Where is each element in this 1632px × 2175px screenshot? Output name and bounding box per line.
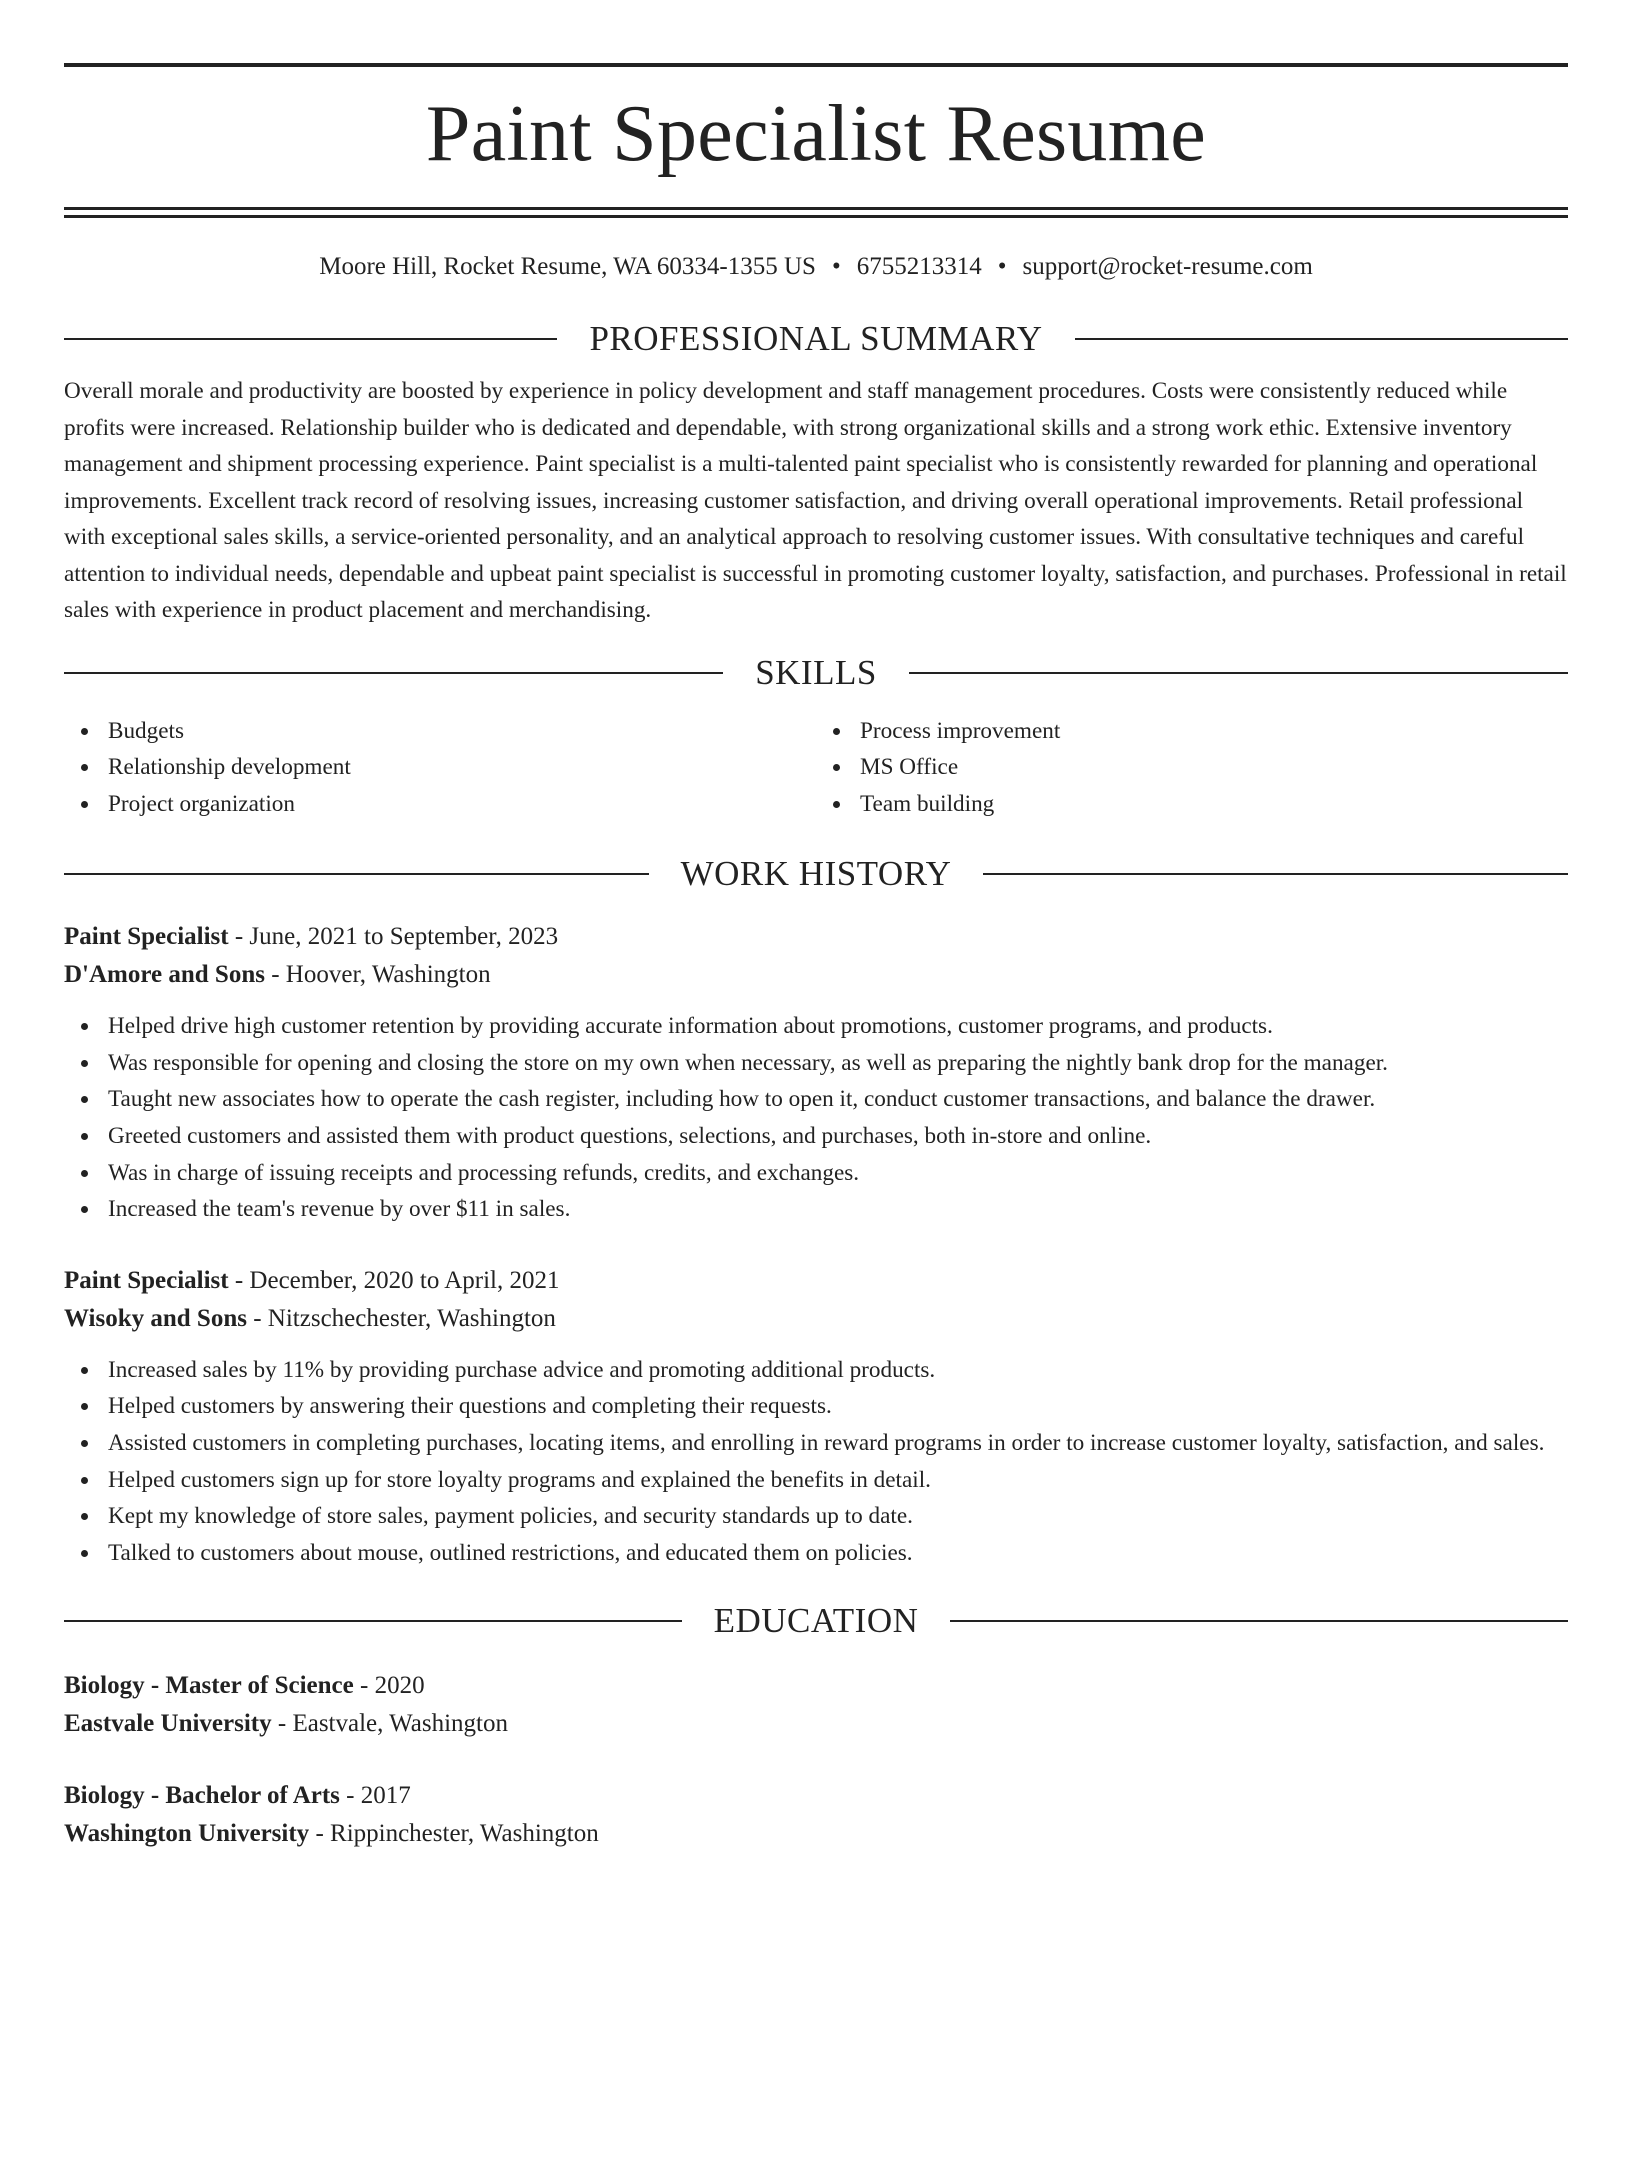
skill-item: MS Office (816, 749, 1568, 786)
job-bullets (64, 1008, 1568, 1228)
skills-heading-label: SKILLS (755, 652, 877, 692)
skills-heading (64, 653, 1568, 693)
education-entry (64, 1667, 1568, 1743)
job-bullet: Increased the team's revenue by over $11 in sales. (64, 1191, 1568, 1228)
education-year: - 2020 (353, 1672, 425, 1700)
skills-list (64, 713, 1568, 823)
skills-column-left (64, 713, 816, 823)
education-location: - Rippinchester, Washington (309, 1820, 599, 1848)
job-dates: - December, 2020 to April, 2021 (228, 1266, 560, 1294)
resume-title: Paint Specialist Resume (425, 90, 1207, 178)
contact-separator: • (997, 253, 1007, 280)
job-title: Paint Specialist (64, 923, 229, 951)
job-entry (64, 918, 1568, 1228)
skill-item: Team building (816, 786, 1568, 823)
job-bullet: Was in charge of issuing receipts and processing refunds, credits, and exchanges. (64, 1155, 1568, 1192)
education-school: Eastvale University (64, 1710, 272, 1738)
job-title: Paint Specialist (64, 1266, 229, 1294)
education-degree: Biology - Master of Science (64, 1672, 354, 1700)
education-school-line (64, 1815, 1568, 1853)
job-title-line (64, 1262, 1568, 1300)
education-school-line (64, 1705, 1568, 1743)
summary-heading-label: PROFESSIONAL SUMMARY (589, 319, 1043, 358)
education-heading (64, 1601, 1568, 1641)
job-bullet: Greeted customers and assisted them with product questions, selections, and purchases, both in-store and online. (64, 1118, 1568, 1155)
work-history-heading (64, 854, 1568, 894)
summary-text: Overall morale and productivity are boosted by experience in policy development and staff management procedures. Costs were consistently reduced while profits were increased. Relationship builder who is dedicated and dependable, with strong organizational skills and a strong work ethic. Extensive inventory management and shipment processing experience. Paint specialist is a multi-talented paint specialist who is consistently rewarded for planning and operational improvements. Excellent track record of resolving issues, increasing customer satisfaction, and driving overall operational improvements. Retail professional with exceptional sales skills, a service-oriented personality, and an analytical approach to resolving customer issues. With consultative techniques and careful attention to individual needs, dependable and upbeat paint specialist is successful in promoting customer loyalty, satisfaction, and purchases. Professional in retail sales with experience in product placement and merchandising. (64, 378, 1567, 623)
education-degree-line (64, 1667, 1568, 1705)
job-dates: - June, 2021 to September, 2023 (228, 923, 559, 951)
education-entry (64, 1777, 1568, 1853)
job-bullets (64, 1352, 1568, 1572)
education-heading-label: EDUCATION (713, 1601, 919, 1641)
skill-item: Process improvement (816, 713, 1568, 750)
skill-item: Budgets (64, 713, 816, 750)
job-company: D'Amore and Sons (64, 961, 265, 989)
education-location: - Eastvale, Washington (271, 1710, 508, 1738)
job-bullet: Assisted customers in completing purchases, locating items, and enrolling in reward programs in order to increase customer loyalty, satisfaction, and sales. (64, 1425, 1568, 1462)
heading-rule-left (64, 1620, 682, 1622)
heading-rule-left (64, 672, 723, 674)
job-bullet: Taught new associates how to operate the cash register, including how to open it, conduct customer transactions, and balance the drawer. (64, 1081, 1568, 1118)
summary-heading (64, 319, 1568, 359)
contact-address: Moore Hill, Rocket Resume, WA 60334-1355 US (319, 253, 816, 280)
resume-page (0, 63, 1632, 2175)
job-location: - Hoover, Washington (264, 961, 491, 989)
education-school: Washington University (64, 1820, 310, 1848)
job-entry (64, 1262, 1568, 1572)
job-title-line (64, 918, 1568, 956)
job-bullet: Was responsible for opening and closing the store on my own when necessary, as well as preparing the nightly bank drop for the manager. (64, 1045, 1568, 1082)
title-double-rule (64, 207, 1568, 218)
heading-rule-right (909, 672, 1568, 674)
heading-rule-left (64, 873, 649, 875)
heading-rule-right (1075, 338, 1568, 340)
job-bullet: Kept my knowledge of store sales, payment policies, and security standards up to date. (64, 1498, 1568, 1535)
heading-rule-left (64, 338, 557, 340)
skill-item: Relationship development (64, 749, 816, 786)
job-company-line (64, 956, 1568, 994)
heading-rule-right (950, 1620, 1568, 1622)
skills-column-right (816, 713, 1568, 823)
job-bullet: Increased sales by 11% by providing purchase advice and promoting additional products. (64, 1352, 1568, 1389)
contact-line (64, 251, 1568, 283)
job-bullet: Helped customers by answering their questions and completing their requests. (64, 1388, 1568, 1425)
education-degree-line (64, 1777, 1568, 1815)
job-company-line (64, 1300, 1568, 1338)
job-bullet: Talked to customers about mouse, outlined restrictions, and educated them on policies. (64, 1535, 1568, 1572)
job-location: - Nitzschechester, Washington (246, 1304, 556, 1332)
job-company: Wisoky and Sons (64, 1304, 247, 1332)
job-bullet: Helped drive high customer retention by providing accurate information about promotions, customer programs, and products. (64, 1008, 1568, 1045)
contact-email: support@rocket-resume.com (1022, 253, 1313, 280)
contact-separator: • (831, 253, 841, 280)
heading-rule-right (983, 873, 1568, 875)
top-rule (64, 63, 1568, 67)
contact-phone: 6755213314 (856, 253, 982, 280)
education-degree: Biology - Bachelor of Arts (64, 1782, 340, 1810)
work-history-heading-label: WORK HISTORY (680, 854, 952, 894)
education-year: - 2017 (339, 1782, 411, 1810)
job-bullet: Helped customers sign up for store loyalty programs and explained the benefits in detail. (64, 1462, 1568, 1499)
skill-item: Project organization (64, 786, 816, 823)
